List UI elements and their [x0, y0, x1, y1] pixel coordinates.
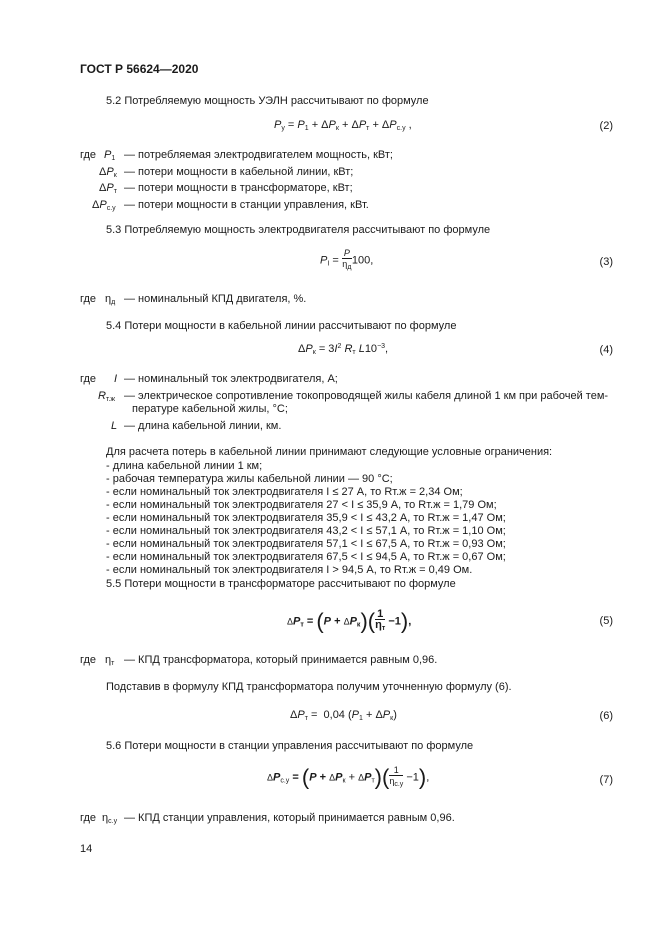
where-label-4: где — [80, 373, 97, 385]
document-header: ГОСТ Р 56624—2020 — [80, 62, 199, 76]
limit-item: - если номинальный ток электродвигателя 57,1 < I ≤ 67,5 А, то Rт.ж = 0,93 Ом; — [106, 538, 506, 550]
where-label-7: где — [80, 812, 97, 824]
symbol-dpcu: $\Delta P_{с.у}$ — [92, 199, 116, 212]
equation-number-2: (2) — [599, 120, 613, 132]
symbol-p1: $P_1$ — [104, 149, 116, 162]
limit-item: - если номинальный ток электродвигателя 67,5 < I ≤ 94,5 А, то Rт.ж = 0,67 Ом; — [106, 551, 506, 563]
section-5-2-intro: 5.2 Потребляемую мощность УЭЛН рассчитывают по формуле — [106, 95, 429, 107]
where-label-3: где — [80, 293, 97, 305]
def-dpt: — потери мощности в трансформаторе, кВт; — [124, 182, 353, 194]
equation-number-7: (7) — [599, 774, 613, 786]
symbol-eta-d: $\eta_д$ — [105, 293, 116, 306]
def-dpk: — потери мощности в кабельной линии, кВт; — [124, 166, 354, 178]
section-5-3-intro: 5.3 Потребляемую мощность электродвигателя рассчитывают по формуле — [106, 224, 491, 236]
limits-intro: Для расчета потерь в кабельной линии принимают следующие условные ограничения: — [106, 446, 553, 458]
def-rtzh-line2: пературе кабельной жилы, °С; — [132, 403, 288, 415]
section-5-4-intro: 5.4 Потери мощности в кабельной линии рассчитывают по формуле — [106, 320, 457, 332]
limit-item: - если номинальный ток электродвигателя I ≤ 27 А, то Rт.ж = 2,34 Ом; — [106, 486, 463, 498]
def-eta-t: — КПД трансформатора, который принимается равным 0,96. — [124, 654, 438, 666]
limit-item: - если номинальный ток электродвигателя I > 94,5 А, то Rт.ж = 0,49 Ом. — [106, 564, 473, 576]
symbol-dpt: $\Delta P_т$ — [99, 182, 117, 195]
formula-6: $\Delta P_т = 0,04$ $(P_1 + \Delta P_к)$ — [290, 709, 397, 722]
limit-item: - если номинальный ток электродвигателя 27 < I ≤ 35,9 А, то Rт.ж = 1,79 Ом; — [106, 499, 497, 511]
def-l: — длина кабельной линии, км. — [124, 420, 282, 432]
where-label: где — [80, 149, 97, 161]
limit-item: - если номинальный ток электродвигателя 35,9 < I ≤ 43,2 А, то Rт.ж = 1,47 Ом; — [106, 512, 506, 524]
substitution-note: Подставив в формулу КПД трансформатора получим уточненную формулу (6). — [106, 681, 512, 693]
symbol-rtzh: $R_{т.ж}$ — [98, 390, 116, 403]
formula-3: $P_I$ = $\frac{P}{\eta_д}$ 100, — [320, 248, 374, 271]
symbol-l: L — [111, 420, 118, 432]
def-rtzh-line1: — электрическое сопротивление токопроводящей жилы кабеля длиной 1 км при рабочей тем- — [124, 390, 609, 402]
symbol-i: I — [114, 373, 118, 385]
def-eta-cu: — КПД станции управления, который принимается равным 0,96. — [124, 812, 455, 824]
symbol-dpk: $\Delta P_к$ — [99, 166, 117, 179]
limit-item: - длина кабельной линии 1 км; — [106, 460, 263, 472]
page-number: 14 — [80, 843, 93, 855]
limit-item: - рабочая температура жилы кабельной линии — 90 °С; — [106, 473, 393, 485]
formula-5: $\Delta P_т = (P + \Delta P_к)$( $\frac{1}{\eta_т}$ −1), — [287, 608, 412, 634]
equation-number-6: (6) — [599, 710, 613, 722]
formula-7: $\Delta P_{с.у} = (P + \Delta P_к + \Delta P_т)$( $\frac{1}{\eta_{с.у}}$ −1), — [267, 764, 430, 790]
equation-number-4: (4) — [599, 344, 613, 356]
def-dpcu: — потери мощности в станции управления, кВт. — [124, 199, 369, 211]
section-5-6-intro: 5.6 Потери мощности в станции управления рассчитывают по формуле — [106, 740, 474, 752]
limit-item: - если номинальный ток электродвигателя 43,2 < I ≤ 57,1 А, то Rт.ж = 1,10 Ом; — [106, 525, 506, 537]
def-p1: — потребляемая электродвигателем мощность, кВт; — [124, 149, 393, 161]
section-5-5-intro: 5.5 Потери мощности в трансформаторе рассчитывают по формуле — [106, 578, 456, 590]
formula-2: $P_у = P_1 + \Delta P_к + \Delta P_т + \Delta P_{с.у}$ , — [274, 119, 412, 132]
where-label-5: где — [80, 654, 97, 666]
formula-4: $\Delta P_к = 3I^2$ $R_т$ $L10^{-3}$, — [298, 343, 389, 356]
symbol-eta-t: $\eta_т$ — [105, 654, 115, 667]
equation-number-3: (3) — [599, 256, 613, 268]
symbol-eta-cu: $\eta_{с.у}$ — [102, 812, 118, 825]
def-eta-d: — номинальный КПД двигателя, %. — [124, 293, 307, 305]
equation-number-5: (5) — [599, 615, 613, 627]
def-i: — номинальный ток электродвигателя, А; — [124, 373, 338, 385]
